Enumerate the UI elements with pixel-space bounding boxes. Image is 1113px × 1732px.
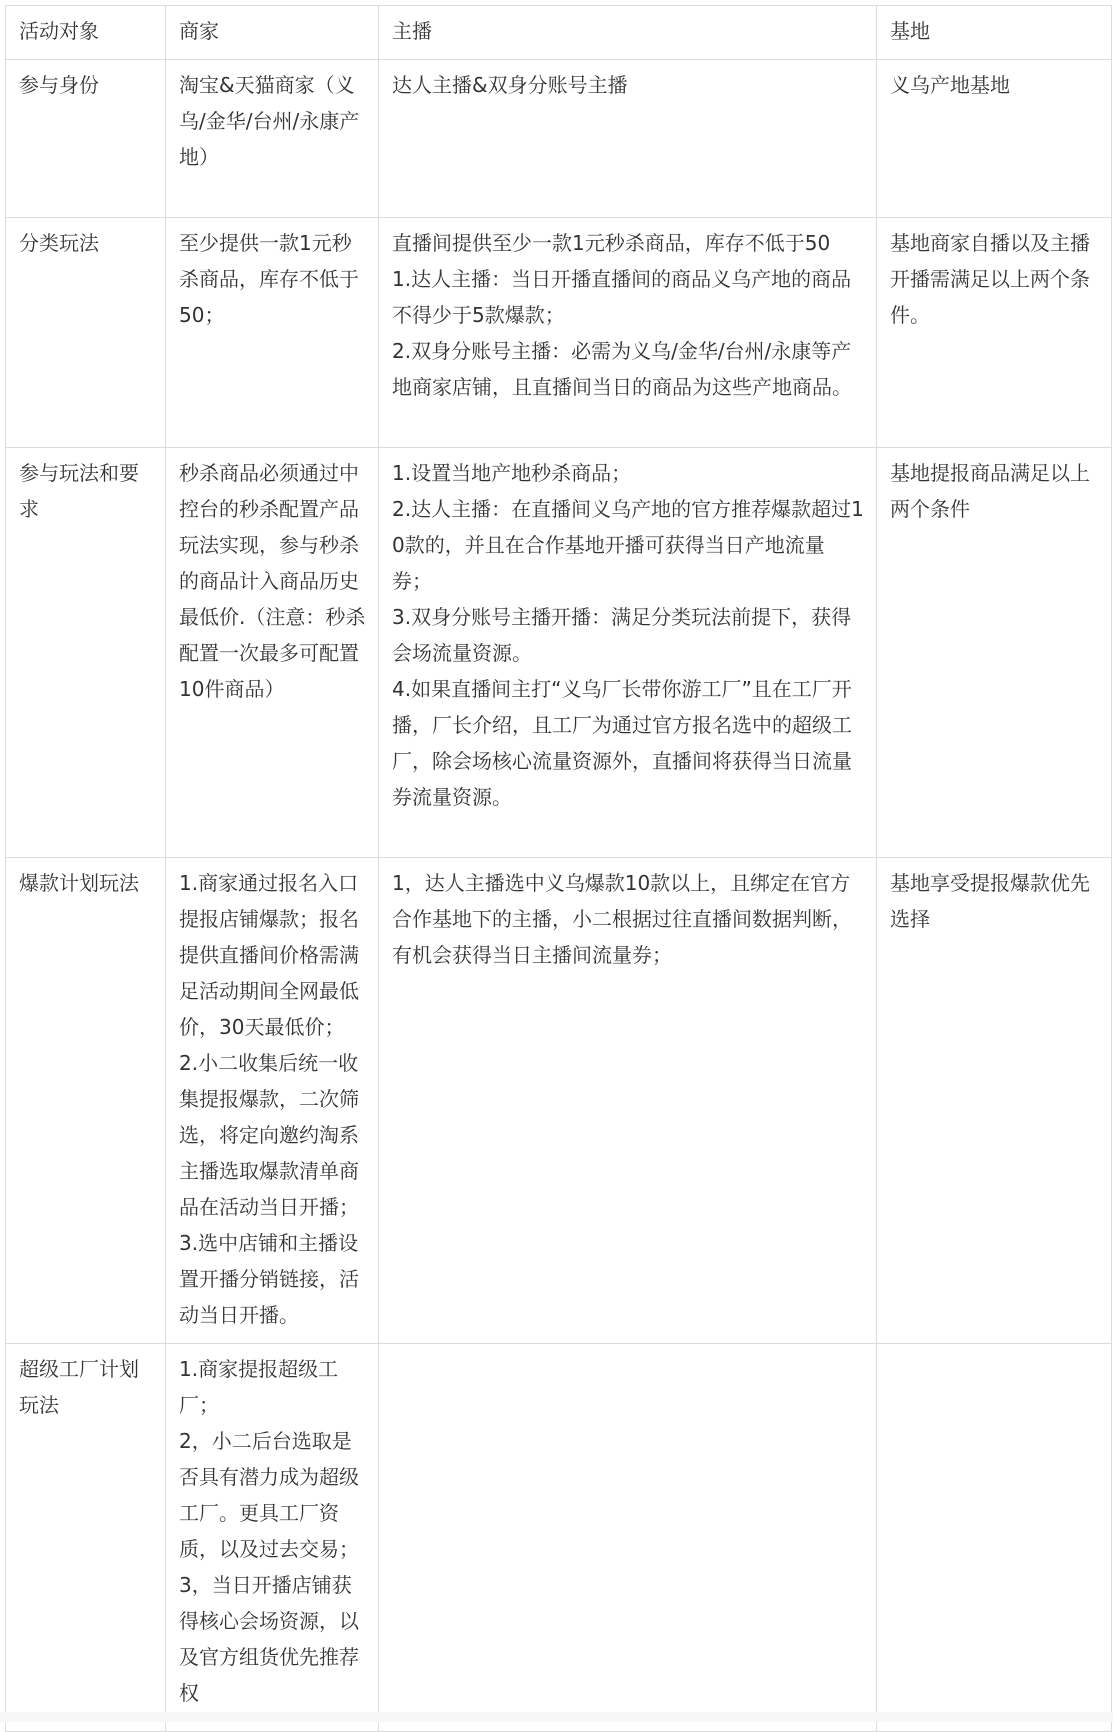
anchor-cell <box>379 60 877 218</box>
base-cell <box>877 858 1112 1344</box>
merchant-cell <box>166 218 379 448</box>
merchant-cell <box>166 858 379 1344</box>
header-cell-activity-object: 活动对象 <box>6 6 166 60</box>
activity-table <box>5 5 1112 1732</box>
cell-line: 3.选中店铺和主播设置开播分销链接，活动当日开播。 <box>179 1231 359 1327</box>
cell-line: 2.达人主播：在直播间义乌产地的官方推荐爆款超过10款的，并且在合作基地开播可获得当日产地流量券； <box>392 497 864 593</box>
cell-line: 2.小二收集后统一收集提报爆款，二次筛选，将定向邀约淘系主播选取爆款清单商品在活动当日开播； <box>179 1051 359 1219</box>
row-label: 参与玩法和要求 <box>6 448 166 858</box>
table-row <box>6 858 1112 1344</box>
anchor-cell <box>379 1344 877 1732</box>
row-label: 参与身份 <box>6 60 166 218</box>
cell-line: 秒杀商品必须通过中控台的秒杀配置产品玩法实现，参与秒杀的商品计入商品历史最低价.（注意：秒杀配置一次最多可配置10件商品） <box>179 461 366 701</box>
bottom-strip <box>0 1712 1113 1722</box>
table-row <box>6 218 1112 448</box>
base-cell <box>877 448 1112 858</box>
cell-line: 义乌产地基地 <box>890 73 1010 97</box>
cell-line: 1.达人主播：当日开播直播间的商品义乌产地的商品不得少于5款爆款； <box>392 267 852 327</box>
merchant-cell <box>166 60 379 218</box>
cell-line: 基地提报商品满足以上两个条件 <box>890 461 1090 521</box>
header-cell-merchant: 商家 <box>166 6 379 60</box>
cell-line: 2，小二后台选取是否具有潜力成为超级工厂。更具工厂资质，以及过去交易； <box>179 1429 359 1561</box>
base-cell <box>877 1344 1112 1732</box>
table-row <box>6 60 1112 218</box>
cell-line: 达人主播&双身分账号主播 <box>392 73 628 97</box>
cell-line: 1，达人主播选中义乌爆款10款以上，且绑定在官方合作基地下的主播，小二根据过往直播间数据判断，有机会获得当日主播间流量券； <box>392 871 852 967</box>
table-row <box>6 448 1112 858</box>
base-cell <box>877 218 1112 448</box>
cell-line: 4.如果直播间主打“义乌厂长带你游工厂”且在工厂开播，厂长介绍，且工厂为通过官方报名选中的超级工厂，除会场核心流量资源外，直播间将获得当日流量券流量资源。 <box>392 677 852 809</box>
cell-line: 基地享受提报爆款优先选择 <box>890 871 1090 931</box>
anchor-cell <box>379 218 877 448</box>
base-cell <box>877 60 1112 218</box>
anchor-cell <box>379 448 877 858</box>
table-header-row <box>6 6 1112 60</box>
cell-line: 直播间提供至少一款1元秒杀商品，库存不低于50 <box>392 231 831 255</box>
merchant-cell <box>166 1344 379 1732</box>
cell-line: 1.商家提报超级工厂； <box>179 1357 339 1417</box>
header-cell-base: 基地 <box>877 6 1112 60</box>
cell-line: 1.商家通过报名入口提报店铺爆款；报名提供直播间价格需满足活动期间全网最低价，30天最低价； <box>179 871 359 1039</box>
anchor-cell <box>379 858 877 1344</box>
cell-line: 3，当日开播店铺获得核心会场资源，以及官方组货优先推荐权 <box>179 1573 359 1705</box>
row-label: 分类玩法 <box>6 218 166 448</box>
cell-line: 淘宝&天猫商家（义乌/金华/台州/永康产地） <box>179 73 360 169</box>
cell-line: 3.双身分账号主播开播：满足分类玩法前提下，获得会场流量资源。 <box>392 605 852 665</box>
header-cell-anchor: 主播 <box>379 6 877 60</box>
table-row <box>6 1344 1112 1732</box>
row-label: 爆款计划玩法 <box>6 858 166 1344</box>
cell-line: 1.设置当地产地秒杀商品； <box>392 461 632 485</box>
cell-line: 2.双身分账号主播：必需为义乌/金华/台州/永康等产地商家店铺，且直播间当日的商品为这些产地商品。 <box>392 339 852 399</box>
cell-line: 至少提供一款1元秒杀商品，库存不低于50； <box>179 231 359 327</box>
cell-line: 基地商家自播以及主播开播需满足以上两个条件。 <box>890 231 1090 327</box>
row-label: 超级工厂计划玩法 <box>6 1344 166 1732</box>
merchant-cell <box>166 448 379 858</box>
